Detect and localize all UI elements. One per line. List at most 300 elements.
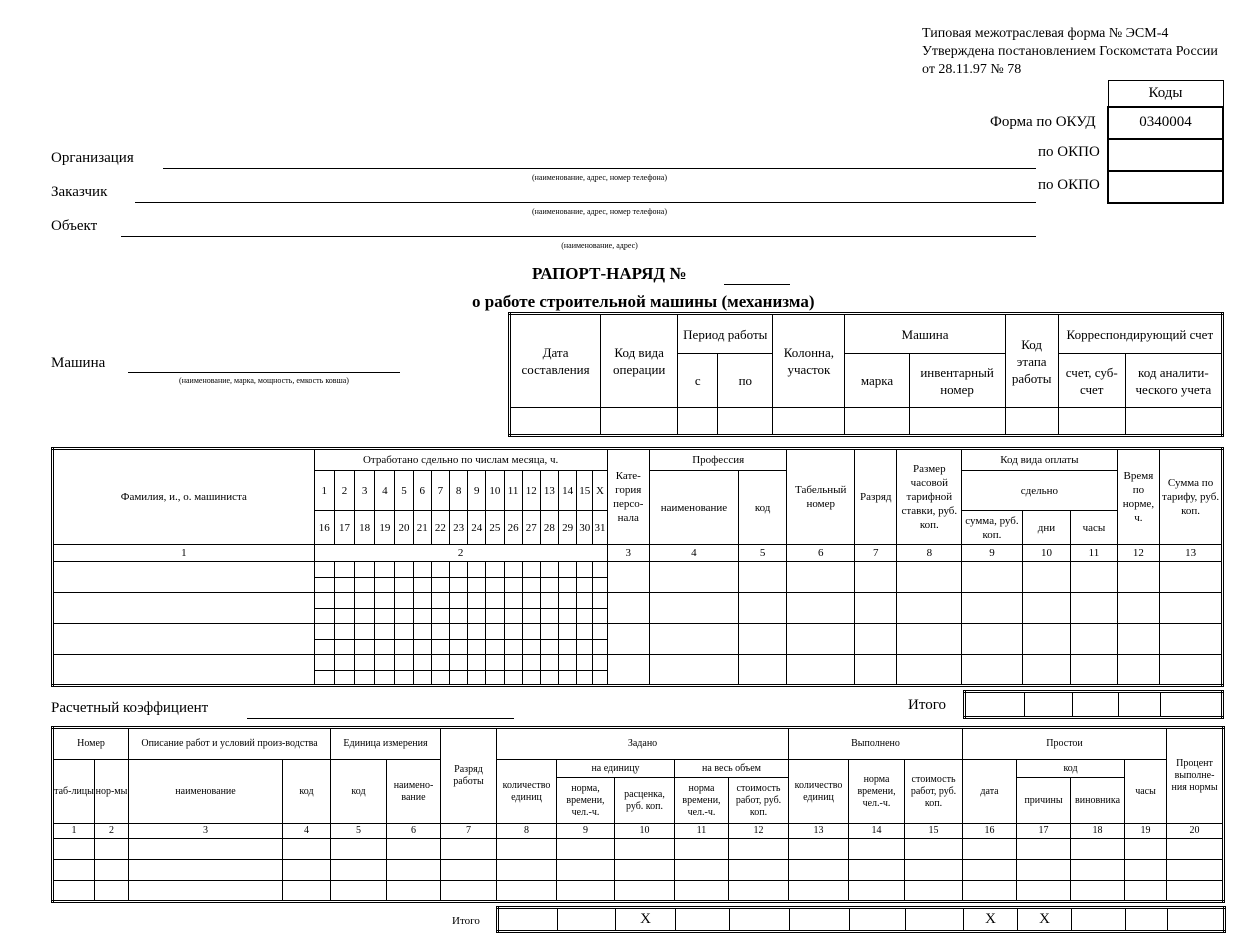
day-cell[interactable] <box>559 562 577 578</box>
work-cell[interactable] <box>849 860 905 881</box>
col-done: Выполнено <box>789 728 963 760</box>
day-cell[interactable] <box>577 640 593 655</box>
work-cell[interactable] <box>729 881 789 902</box>
worker-cell[interactable] <box>1022 655 1070 686</box>
day-cell[interactable] <box>540 609 558 624</box>
work-cell[interactable] <box>1167 860 1224 881</box>
day-cell[interactable] <box>413 655 431 671</box>
total-cell[interactable] <box>498 908 558 932</box>
info-cell[interactable] <box>773 408 845 436</box>
worker-cell[interactable] <box>1117 655 1159 686</box>
day-cell[interactable] <box>431 562 449 578</box>
day-cell[interactable] <box>468 593 486 609</box>
worker-cell[interactable] <box>1160 624 1223 655</box>
worker-cell[interactable] <box>1160 655 1223 686</box>
worker-name-cell[interactable] <box>53 593 315 624</box>
work-cell[interactable] <box>849 881 905 902</box>
total-cell[interactable] <box>1072 908 1126 932</box>
day-cell[interactable] <box>522 655 540 671</box>
col-prof-name: наименование <box>649 471 738 545</box>
col-num: 4 <box>649 545 738 562</box>
worker-cell[interactable] <box>1160 593 1223 624</box>
day-cell[interactable] <box>449 609 467 624</box>
day-cell[interactable] <box>355 593 375 609</box>
total-cell[interactable] <box>1119 692 1161 718</box>
day-cell[interactable] <box>413 671 431 686</box>
day-cell[interactable] <box>540 624 558 640</box>
col-num: 12 <box>729 824 789 839</box>
day-cell[interactable] <box>431 671 449 686</box>
day-cell[interactable] <box>375 671 395 686</box>
day-cell[interactable] <box>593 578 607 593</box>
day-cell[interactable] <box>577 655 593 671</box>
worker-cell[interactable] <box>897 624 962 655</box>
work-cell[interactable] <box>331 839 387 860</box>
work-cell[interactable] <box>905 839 963 860</box>
day-cell[interactable] <box>355 671 375 686</box>
col-num: 8 <box>497 824 557 839</box>
day-cell[interactable] <box>449 593 467 609</box>
col-num: 20 <box>1167 824 1224 839</box>
total-cell[interactable] <box>850 908 906 932</box>
work-cell[interactable] <box>387 839 441 860</box>
total-cell[interactable] <box>965 692 1025 718</box>
work-cell[interactable] <box>963 881 1017 902</box>
day-31: 31 <box>593 511 607 545</box>
day-cell[interactable] <box>334 578 354 593</box>
work-cell[interactable] <box>615 860 675 881</box>
okud-value[interactable]: 0340004 <box>1108 107 1223 139</box>
work-cell[interactable] <box>1071 839 1125 860</box>
work-cell[interactable] <box>905 860 963 881</box>
total-cell[interactable] <box>558 908 616 932</box>
day-30: 30 <box>577 511 593 545</box>
work-cell[interactable] <box>789 860 849 881</box>
day-cell[interactable] <box>486 562 504 578</box>
day-cell[interactable] <box>375 655 395 671</box>
info-cell[interactable] <box>909 408 1005 436</box>
day-cell[interactable] <box>413 562 431 578</box>
total-cell[interactable] <box>1161 692 1223 718</box>
work-cell[interactable] <box>1125 860 1167 881</box>
total-cell[interactable] <box>1126 908 1168 932</box>
col-num: 12 <box>1117 545 1159 562</box>
day-cell[interactable] <box>314 578 334 593</box>
total-cell[interactable] <box>730 908 790 932</box>
day-cell[interactable] <box>431 578 449 593</box>
worker-cell[interactable] <box>855 562 897 593</box>
day-cell[interactable] <box>577 671 593 686</box>
work-cell[interactable] <box>729 860 789 881</box>
day-cell[interactable] <box>334 671 354 686</box>
worker-cell[interactable] <box>607 593 649 624</box>
worker-cell[interactable] <box>649 624 738 655</box>
day-cell[interactable] <box>314 609 334 624</box>
info-cell[interactable] <box>1005 408 1058 436</box>
work-cell[interactable] <box>905 881 963 902</box>
day-cell[interactable] <box>413 578 431 593</box>
worker-cell[interactable] <box>962 655 1023 686</box>
worker-cell[interactable] <box>1160 562 1223 593</box>
day-cell[interactable] <box>413 624 431 640</box>
info-cell[interactable] <box>510 408 601 436</box>
work-cell[interactable] <box>331 881 387 902</box>
day-cell[interactable] <box>522 578 540 593</box>
day-cell[interactable] <box>504 671 522 686</box>
day-cell[interactable] <box>314 655 334 671</box>
day-cell[interactable] <box>522 624 540 640</box>
day-cell[interactable] <box>559 671 577 686</box>
day-cell[interactable] <box>468 609 486 624</box>
worker-cell[interactable] <box>1022 624 1070 655</box>
day-cell[interactable] <box>355 578 375 593</box>
total-x-price: Х <box>616 908 676 932</box>
work-cell[interactable] <box>497 839 557 860</box>
day-cell[interactable] <box>559 624 577 640</box>
work-cell[interactable] <box>557 860 615 881</box>
work-cell[interactable] <box>283 839 331 860</box>
day-cell[interactable] <box>540 593 558 609</box>
day-cell[interactable] <box>577 609 593 624</box>
day-14: 14 <box>559 471 577 511</box>
day-cell[interactable] <box>468 562 486 578</box>
work-cell[interactable] <box>1125 881 1167 902</box>
worker-cell[interactable] <box>649 562 738 593</box>
day-cell[interactable] <box>486 671 504 686</box>
day-cell[interactable] <box>577 593 593 609</box>
worker-cell[interactable] <box>787 655 855 686</box>
day-cell[interactable] <box>504 609 522 624</box>
day-cell[interactable] <box>593 562 607 578</box>
worker-cell[interactable] <box>962 624 1023 655</box>
work-cell[interactable] <box>1167 839 1224 860</box>
day-27: 27 <box>522 511 540 545</box>
day-cell[interactable] <box>522 671 540 686</box>
day-cell[interactable] <box>355 655 375 671</box>
work-cell[interactable] <box>1071 860 1125 881</box>
work-cell[interactable] <box>331 860 387 881</box>
doc-number-line[interactable] <box>724 284 790 285</box>
day-cell[interactable] <box>334 609 354 624</box>
col-cost: стоимость работ, руб. коп. <box>729 778 789 824</box>
day-cell[interactable] <box>355 640 375 655</box>
day-cell[interactable] <box>540 655 558 671</box>
info-cell[interactable] <box>718 408 773 436</box>
work-cell[interactable] <box>729 839 789 860</box>
day-cell[interactable] <box>468 624 486 640</box>
col-num: 9 <box>962 545 1023 562</box>
worker-cell[interactable] <box>855 655 897 686</box>
day-cell[interactable] <box>314 562 334 578</box>
machine-line[interactable] <box>128 372 400 373</box>
work-cell[interactable] <box>615 839 675 860</box>
day-cell[interactable] <box>314 593 334 609</box>
work-cell[interactable] <box>53 881 95 902</box>
worker-cell[interactable] <box>787 624 855 655</box>
day-cell[interactable] <box>355 624 375 640</box>
worker-cell[interactable] <box>962 593 1023 624</box>
work-cell[interactable] <box>95 860 129 881</box>
coef-line[interactable] <box>247 718 514 719</box>
day-3: 3 <box>355 471 375 511</box>
worker-cell[interactable] <box>1022 593 1070 624</box>
col-period: Период работы <box>678 314 773 354</box>
total-cell[interactable] <box>790 908 850 932</box>
total-cell[interactable] <box>676 908 730 932</box>
work-cell[interactable] <box>1071 881 1125 902</box>
work-cell[interactable] <box>129 860 283 881</box>
day-cell[interactable] <box>431 609 449 624</box>
day-cell[interactable] <box>375 562 395 578</box>
day-cell[interactable] <box>504 624 522 640</box>
day-cell[interactable] <box>431 640 449 655</box>
work-cell[interactable] <box>497 881 557 902</box>
worker-cell[interactable] <box>607 655 649 686</box>
day-cell[interactable] <box>395 609 413 624</box>
day-cell[interactable] <box>413 609 431 624</box>
worker-cell[interactable] <box>1117 562 1159 593</box>
day-cell[interactable] <box>522 562 540 578</box>
day-17: 17 <box>334 511 354 545</box>
day-cell[interactable] <box>593 624 607 640</box>
day-cell[interactable] <box>540 562 558 578</box>
day-cell[interactable] <box>375 624 395 640</box>
day-cell[interactable] <box>375 578 395 593</box>
worker-name-cell[interactable] <box>53 655 315 686</box>
info-cell[interactable] <box>845 408 909 436</box>
work-cell[interactable] <box>963 860 1017 881</box>
codes-title: Коды <box>1108 81 1223 107</box>
day-cell[interactable] <box>593 593 607 609</box>
day-cell[interactable] <box>468 655 486 671</box>
day-cell[interactable] <box>593 609 607 624</box>
total-cell[interactable] <box>1025 692 1073 718</box>
worker-cell[interactable] <box>738 562 787 593</box>
day-cell[interactable] <box>395 578 413 593</box>
day-cell[interactable] <box>395 671 413 686</box>
day-cell[interactable] <box>314 671 334 686</box>
worker-cell[interactable] <box>787 562 855 593</box>
work-cell[interactable] <box>557 881 615 902</box>
worker-cell[interactable] <box>855 593 897 624</box>
day-cell[interactable] <box>431 593 449 609</box>
day-cell[interactable] <box>577 624 593 640</box>
worker-cell[interactable] <box>738 624 787 655</box>
work-cell[interactable] <box>963 839 1017 860</box>
customer-line[interactable] <box>135 202 1036 203</box>
work-cell[interactable] <box>95 839 129 860</box>
col-price: расценка, руб. коп. <box>615 778 675 824</box>
day-cell[interactable] <box>540 640 558 655</box>
work-cell[interactable] <box>1017 860 1071 881</box>
day-cell[interactable] <box>504 655 522 671</box>
day-cell[interactable] <box>504 640 522 655</box>
worker-cell[interactable] <box>738 593 787 624</box>
day-cell[interactable] <box>449 655 467 671</box>
day-cell[interactable] <box>355 562 375 578</box>
worker-name-cell[interactable] <box>53 624 315 655</box>
day-cell[interactable] <box>486 609 504 624</box>
day-cell[interactable] <box>486 655 504 671</box>
col-num: 11 <box>1071 545 1117 562</box>
day-cell[interactable] <box>375 640 395 655</box>
day-cell[interactable] <box>486 624 504 640</box>
work-cell[interactable] <box>95 881 129 902</box>
worker-cell[interactable] <box>607 562 649 593</box>
work-cell[interactable] <box>53 839 95 860</box>
work-cell[interactable] <box>1125 839 1167 860</box>
worker-cell[interactable] <box>1117 624 1159 655</box>
col-num: 3 <box>129 824 283 839</box>
work-cell[interactable] <box>849 839 905 860</box>
work-cell[interactable] <box>557 839 615 860</box>
day-cell[interactable] <box>395 562 413 578</box>
day-cell[interactable] <box>540 671 558 686</box>
worker-cell[interactable] <box>897 655 962 686</box>
total-x-date: Х <box>964 908 1018 932</box>
info-cell[interactable] <box>601 408 678 436</box>
total-cell[interactable] <box>906 908 964 932</box>
day-cell[interactable] <box>486 593 504 609</box>
day-cell[interactable] <box>593 640 607 655</box>
work-cell[interactable] <box>675 881 729 902</box>
work-cell[interactable] <box>387 860 441 881</box>
work-cell[interactable] <box>615 881 675 902</box>
day-cell[interactable] <box>431 624 449 640</box>
day-cell[interactable] <box>522 609 540 624</box>
worker-cell[interactable] <box>738 655 787 686</box>
col-given: Задано <box>497 728 789 760</box>
okpo-value-1[interactable] <box>1108 139 1223 171</box>
worker-cell[interactable] <box>1117 593 1159 624</box>
work-cell[interactable] <box>497 860 557 881</box>
day-cell[interactable] <box>504 562 522 578</box>
col-tariff-sum: Сумма по тарифу, руб. коп. <box>1160 449 1223 545</box>
work-cell[interactable] <box>441 881 497 902</box>
day-cell[interactable] <box>375 593 395 609</box>
info-cell[interactable] <box>1125 408 1222 436</box>
work-cell[interactable] <box>789 881 849 902</box>
work-cell[interactable] <box>387 881 441 902</box>
worker-name-cell[interactable] <box>53 562 315 593</box>
day-cell[interactable] <box>577 578 593 593</box>
day-cell[interactable] <box>468 578 486 593</box>
col-done-cost: стоимость работ, руб. коп. <box>905 760 963 824</box>
day-cell[interactable] <box>593 655 607 671</box>
work-cell[interactable] <box>1167 881 1224 902</box>
day-cell[interactable] <box>375 609 395 624</box>
col-reason: причины <box>1017 778 1071 824</box>
info-cell[interactable] <box>678 408 718 436</box>
day-cell[interactable] <box>559 640 577 655</box>
day-cell[interactable] <box>395 593 413 609</box>
day-cell[interactable] <box>395 640 413 655</box>
day-cell[interactable] <box>449 562 467 578</box>
day-cell[interactable] <box>468 640 486 655</box>
worker-cell[interactable] <box>787 593 855 624</box>
day-cell[interactable] <box>559 578 577 593</box>
day-cell[interactable] <box>504 578 522 593</box>
worker-cell[interactable] <box>1022 562 1070 593</box>
worker-cell[interactable] <box>1071 655 1117 686</box>
col-num: 4 <box>283 824 331 839</box>
day-cell[interactable] <box>577 562 593 578</box>
day-cell[interactable] <box>395 655 413 671</box>
work-cell[interactable] <box>1017 881 1071 902</box>
day-cell[interactable] <box>540 578 558 593</box>
worker-cell[interactable] <box>607 624 649 655</box>
work-cell[interactable] <box>1017 839 1071 860</box>
day-cell[interactable] <box>355 609 375 624</box>
worker-cell[interactable] <box>1071 562 1117 593</box>
day-cell[interactable] <box>314 624 334 640</box>
work-cell[interactable] <box>789 839 849 860</box>
day-cell[interactable] <box>522 640 540 655</box>
org-line[interactable] <box>163 168 1036 169</box>
day-cell[interactable] <box>468 671 486 686</box>
work-cell[interactable] <box>129 881 283 902</box>
work-cell[interactable] <box>675 839 729 860</box>
work-cell[interactable] <box>675 860 729 881</box>
work-cell[interactable] <box>441 860 497 881</box>
day-cell[interactable] <box>522 593 540 609</box>
day-24: 24 <box>468 511 486 545</box>
work-cell[interactable] <box>129 839 283 860</box>
day-cell[interactable] <box>334 624 354 640</box>
day-cell[interactable] <box>449 640 467 655</box>
day-cell[interactable] <box>334 655 354 671</box>
work-cell[interactable] <box>283 860 331 881</box>
object-line[interactable] <box>121 236 1036 237</box>
worker-cell[interactable] <box>897 562 962 593</box>
day-cell[interactable] <box>559 593 577 609</box>
total-cell[interactable] <box>1168 908 1225 932</box>
day-cell[interactable] <box>334 562 354 578</box>
day-cell[interactable] <box>449 671 467 686</box>
day-cell[interactable] <box>431 655 449 671</box>
day-cell[interactable] <box>559 609 577 624</box>
worker-cell[interactable] <box>855 624 897 655</box>
worker-cell[interactable] <box>1071 624 1117 655</box>
day-4: 4 <box>375 471 395 511</box>
day-cell[interactable] <box>486 640 504 655</box>
work-cell[interactable] <box>441 839 497 860</box>
day-cell[interactable] <box>395 624 413 640</box>
day-cell[interactable] <box>559 655 577 671</box>
total-cell[interactable] <box>1073 692 1119 718</box>
worker-cell[interactable] <box>649 655 738 686</box>
info-cell[interactable] <box>1058 408 1125 436</box>
codes-table <box>1107 80 1224 204</box>
day-cell[interactable] <box>593 671 607 686</box>
worker-cell[interactable] <box>962 562 1023 593</box>
worker-cell[interactable] <box>897 593 962 624</box>
work-cell[interactable] <box>283 881 331 902</box>
day-cell[interactable] <box>314 640 334 655</box>
day-cell[interactable] <box>334 593 354 609</box>
day-cell[interactable] <box>413 593 431 609</box>
work-cell[interactable] <box>53 860 95 881</box>
okpo-value-2[interactable] <box>1108 171 1223 203</box>
worker-cell[interactable] <box>649 593 738 624</box>
day-cell[interactable] <box>504 593 522 609</box>
day-cell[interactable] <box>413 640 431 655</box>
day-cell[interactable] <box>449 624 467 640</box>
day-cell[interactable] <box>334 640 354 655</box>
day-cell[interactable] <box>449 578 467 593</box>
worker-cell[interactable] <box>1071 593 1117 624</box>
day-cell[interactable] <box>486 578 504 593</box>
